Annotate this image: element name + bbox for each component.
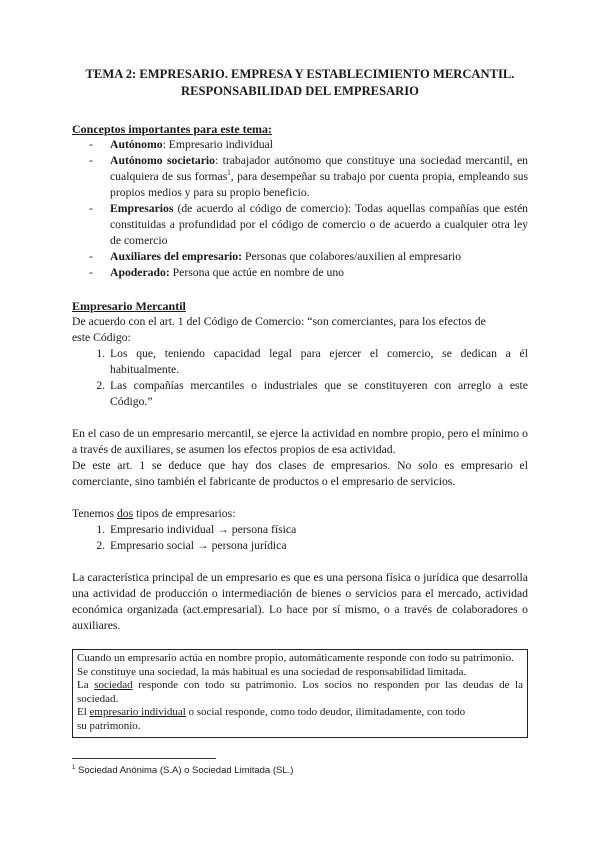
footnote-text: Sociedad Anónima (S.A) o Sociedad Limitada (SL.)	[75, 765, 294, 776]
mercantil-intro: De acuerdo con el art. 1 del Código de Comercio: “son comerciantes, para los efectos de este Código:	[72, 315, 486, 344]
types-lead: Tenemos dos tipos de empresarios:	[72, 507, 236, 520]
title-line-2: RESPONSABILIDAD DEL EMPRESARIO	[181, 84, 419, 98]
types-list-item: 1. Empresario individual → persona física	[108, 522, 528, 538]
box-line: La sociedad responde con todo su patrimonio. Los socios no responden por las deudas de la sociedad.	[77, 679, 523, 705]
footnote-divider	[72, 758, 216, 759]
concept-item: - Apoderado: Persona que actúe en nombre de uno	[110, 265, 528, 281]
box-line: El empresario individual o social responde, como todo deudor, ilimitadamente, con todo	[77, 706, 466, 718]
characteristic-paragraph: La característica principal de un empresario es que es una persona física o jurídica que desarrolla una actividad de producción o intermediación de bienes o servicios para el mercado, actividad económica organizada (act.empresarial). Lo hace por sí mismo, o a través de colaboradores o auxiliares.	[72, 571, 528, 632]
types-list	[72, 522, 528, 554]
title-line-1: TEMA 2: EMPRESARIO. EMPRESA Y ESTABLECIMIENTO MERCANTIL.	[85, 67, 515, 81]
box-line: Cuando un empresario actúa en nombre propio, automáticamente responde con todo su patrimonio.	[77, 652, 514, 664]
mercantil-list-item: 1. Los que, teniendo capacidad legal para ejercer el comercio, se dedican a él habitualmente.	[108, 346, 528, 378]
mercantil-paragraph-1: En el caso de un empresario mercantil, se ejerce la actividad en nombre propio, pero el mínimo o a través de auxiliares, se asumen los efectos propios de esa actividad.	[72, 427, 528, 456]
footnote-mark: 1	[72, 764, 76, 771]
summary-box	[72, 649, 528, 738]
mercantil-list	[72, 346, 528, 410]
concept-item: - Auxiliares del empresario: Personas que colabores/auxilien al empresario	[110, 249, 528, 265]
box-line: Se constituye una sociedad, la más habitual es una sociedad de responsabilidad limitada.	[77, 665, 467, 678]
document-title	[72, 66, 528, 100]
concepts-list	[72, 137, 528, 281]
footnote-ref[interactable]: 1	[227, 169, 231, 178]
document-page	[72, 66, 528, 738]
concepts-heading: Conceptos importantes para este tema:	[72, 122, 272, 136]
concept-item: - Autónomo societario: trabajador autónomo que constituye una sociedad mercantil, en cualquiera de sus formas$^1$, para desempeñar su trabajo por cuenta propia, empleando sus propios medios y para su propio beneficio.	[110, 153, 528, 201]
types-list-item: 2. Empresario social → persona jurídica	[108, 538, 528, 554]
mercantil-paragraph-2: De este art. 1 se deduce que hay dos clases de empresarios. No solo es empresario el comerciante, sino también el fabricante de productos o el empresario de servicios.	[72, 459, 528, 488]
box-line: su patrimonio.	[77, 719, 141, 732]
mercantil-heading: Empresario Mercantil	[72, 299, 186, 313]
mercantil-list-item: 2. Las compañías mercantiles o industriales que se constituyeren con arreglo a este Código.”	[108, 378, 528, 410]
concept-item: - Autónomo: Empresario individual	[110, 137, 528, 153]
footnote	[72, 765, 293, 776]
concept-item: - Empresarios (de acuerdo al código de comercio): Todas aquellas compañías que estén constituidas a profundidad por el código de comercio o de acuerdo a cualquier otra ley de comercio	[110, 201, 528, 249]
